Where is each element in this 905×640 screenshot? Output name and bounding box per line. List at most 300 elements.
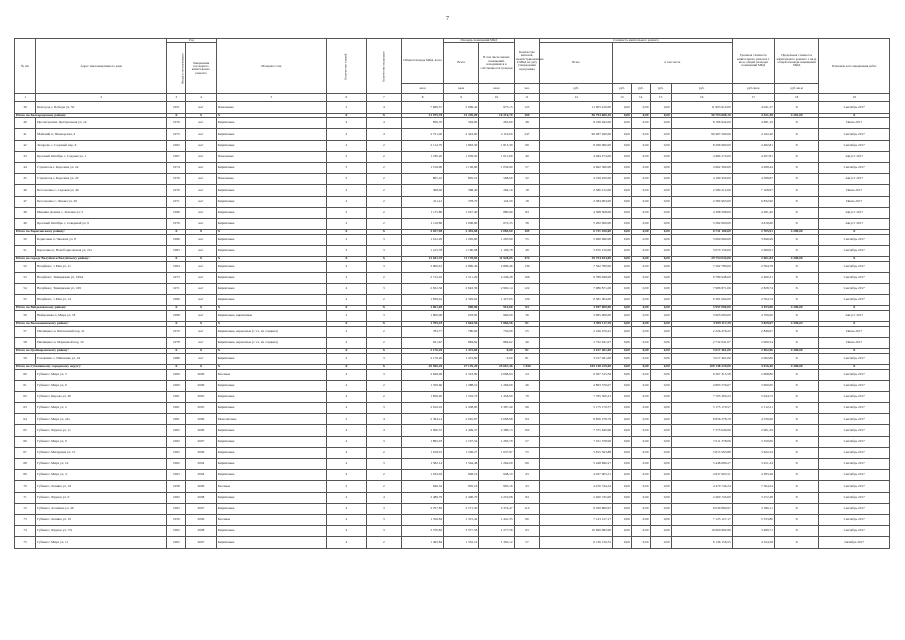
- cell: 4: [326, 425, 366, 436]
- cell: 29 754 034,00: [540, 257, 613, 262]
- cell: 2 580 212,00: [540, 185, 613, 196]
- cell: Кирпичные: [216, 162, 326, 173]
- cell: 7 011 378,06: [540, 436, 613, 447]
- cell: 3: [326, 245, 366, 256]
- cell: 1958: [167, 481, 186, 492]
- cell: 1966: [167, 234, 186, 245]
- column-number: 7: [366, 94, 401, 102]
- cell: 0,00: [613, 196, 632, 207]
- cell: 25 667,46: [479, 364, 514, 369]
- address-cell: Губкин г, Мира ул, 4: [36, 470, 167, 481]
- cell: 378,70: [444, 196, 479, 207]
- header-premises-resident: В том числе жилых помещений, находящихся в собственности граждан: [479, 43, 514, 84]
- table-row: [15, 140, 890, 151]
- cell: Сентябрь 2017: [819, 403, 890, 414]
- cell: 1 856,40: [401, 391, 443, 402]
- cell: 1 415,78: [401, 245, 443, 256]
- cell: 5 044,72: [732, 391, 774, 402]
- cell: Х: [366, 306, 401, 311]
- cell: 12 041,70: [401, 257, 443, 262]
- cell: Х: [216, 306, 326, 311]
- cell: 7 562 780,00: [540, 261, 613, 272]
- cell: 81: [514, 349, 540, 354]
- cell: 1 115,80: [401, 207, 443, 218]
- cell: 0,00: [613, 349, 632, 354]
- address-cell: Губкин г, Агошина ул, 46: [36, 503, 167, 514]
- column-number: 6: [326, 94, 366, 102]
- header-cost-total: Всего: [540, 43, 613, 84]
- cell: 68: [15, 459, 36, 470]
- table-row: [15, 537, 890, 548]
- cell: 40: [514, 337, 540, 348]
- cell: 3: [366, 261, 401, 272]
- cell: 4: [326, 526, 366, 537]
- cell: 7 669,57: [401, 102, 443, 113]
- cell: Сентябрь 2017: [819, 481, 890, 492]
- cell: 3 017 461,00: [540, 349, 613, 354]
- cell: нет: [186, 151, 216, 162]
- cell: 1962: [167, 492, 186, 503]
- cell: 0,00: [613, 403, 632, 414]
- cell: 2006: [186, 380, 216, 391]
- cell: Х: [774, 380, 819, 391]
- cell: Х: [216, 113, 326, 118]
- cell: 109 148 229,00: [540, 364, 613, 369]
- address-cell: Бессоновка с, Садовая ул, 40: [36, 185, 167, 196]
- cell: 3 017 461,00: [540, 353, 613, 364]
- cell: 4 959 117,29: [540, 322, 613, 327]
- cell: Х: [774, 151, 819, 162]
- cell: Х: [366, 230, 401, 235]
- cell: Х: [774, 492, 819, 503]
- table-row: [15, 185, 890, 196]
- cell: 3 957 000,00: [671, 306, 732, 311]
- cell: 0,00: [650, 230, 671, 235]
- cell: Кирпичные: [216, 391, 326, 402]
- table-row: [15, 245, 890, 256]
- cell: 0,00: [631, 113, 650, 118]
- cell: 2 246,28: [479, 272, 514, 283]
- cell: 5 282 000,00: [671, 218, 732, 229]
- cell: 5 175 170,57: [671, 403, 732, 414]
- cell: 4 280,00: [774, 364, 819, 369]
- cell: 1960: [167, 380, 186, 391]
- cell: 6 731 100,00: [671, 230, 732, 235]
- cell: 3 272,48: [732, 492, 774, 503]
- cell: 0,00: [613, 364, 632, 369]
- cell: 1 288,10: [444, 380, 479, 391]
- cell: 2 000,37: [401, 425, 443, 436]
- cell: Сентябрь 2017: [819, 391, 890, 402]
- address-cell: Красный Октябрь с, Северный ул, 9: [36, 218, 167, 229]
- address-cell: Пятницкое п, Маршевой пер, 19: [36, 337, 167, 348]
- table-row: [15, 174, 890, 185]
- cell: 2: [366, 174, 401, 185]
- cell: 74: [15, 526, 36, 537]
- cell: 43: [514, 481, 540, 492]
- cell: Сентябрь 2017: [819, 526, 890, 537]
- address-cell: Губкин г, Фрунзе ул, 11: [36, 425, 167, 436]
- table-row: [15, 470, 890, 481]
- cell: 1 356,60: [401, 380, 443, 391]
- header-address: Адрес многоквартирного дома: [36, 39, 167, 94]
- cell: 8 856 278,79: [671, 414, 732, 425]
- cell: 0,00: [650, 118, 671, 129]
- table-row: [15, 337, 890, 348]
- cell: Сентябрь 2017: [819, 380, 890, 391]
- cell: 2: [366, 162, 401, 173]
- cell: 908,80: [444, 306, 479, 311]
- address-cell: Губкин г, Мира ул, 9: [36, 436, 167, 447]
- cell: 11 178,83: [444, 257, 479, 262]
- cell: Кирпичные: [216, 272, 326, 283]
- cell: Х: [774, 272, 819, 283]
- cell: 0,00: [650, 414, 671, 425]
- column-number: 4: [186, 94, 216, 102]
- cell: 29 754 034,00: [671, 257, 732, 262]
- cell: Х: [216, 322, 326, 327]
- cell: 1 863,30: [444, 140, 479, 151]
- cell: 3 670 150,00: [671, 245, 732, 256]
- cell: 0,00: [650, 129, 671, 140]
- cell: 5 060 990,00: [540, 234, 613, 245]
- cell: 0,00: [631, 526, 650, 537]
- cell: 2: [366, 207, 401, 218]
- cell: Август 2017: [819, 218, 890, 229]
- address-cell: Строитель г, Королева ул, 20: [36, 174, 167, 185]
- cell: 2: [326, 337, 366, 348]
- unit: руб.: [650, 83, 671, 93]
- cell: 55: [514, 234, 540, 245]
- column-number: 5: [216, 94, 326, 102]
- cell: нет: [186, 196, 216, 207]
- cell: 2 409,37: [444, 425, 479, 436]
- cell: 0,00: [631, 503, 650, 514]
- table-row: [15, 272, 890, 283]
- table-row: [15, 284, 890, 295]
- cell: Х: [366, 113, 401, 118]
- cell: 0,00: [613, 322, 632, 327]
- cell: 3: [366, 353, 401, 364]
- cell: 0,00: [631, 207, 650, 218]
- cell: 368,40: [401, 185, 443, 196]
- cell: Х: [774, 414, 819, 425]
- cell: Кирпичные: [216, 526, 326, 537]
- cell: 0,00: [631, 129, 650, 140]
- cell: 2 098,94: [479, 369, 514, 380]
- cell: 0,00: [613, 447, 632, 458]
- cell: нет: [186, 218, 216, 229]
- cell: 0,00: [631, 353, 650, 364]
- cell: 0,00: [650, 140, 671, 151]
- cell: 2 806,46: [444, 261, 479, 272]
- cell: 3 622,24: [732, 447, 774, 458]
- cell: 411,41: [401, 196, 443, 207]
- table-row: [15, 391, 890, 402]
- cell: 750,00: [479, 326, 514, 337]
- cell: 0,00: [650, 295, 671, 306]
- column-number: 18: [774, 94, 819, 102]
- cell: 598,00: [479, 174, 514, 185]
- cell: 946,32: [401, 481, 443, 492]
- cell: 1 495,84: [401, 537, 443, 548]
- column-number: 11: [514, 94, 540, 102]
- cell: Кирпичные: [216, 261, 326, 272]
- unit: руб.: [613, 83, 632, 93]
- cell: 1974: [167, 162, 186, 173]
- cell: 2 712,10: [401, 272, 443, 283]
- cell: 4 199 450,00: [671, 174, 732, 185]
- cell: 65: [15, 425, 36, 436]
- cell: 4 162,40: [732, 129, 774, 140]
- cell: 58: [15, 337, 36, 348]
- cell: Х: [326, 230, 366, 235]
- cell: 1 564,48: [444, 459, 479, 470]
- cell: Кирпичные: [216, 380, 326, 391]
- cell: 5 448 690,27: [671, 459, 732, 470]
- cell: Х: [326, 113, 366, 118]
- cell: 105: [514, 230, 540, 235]
- cell: Кирпичные: [216, 492, 326, 503]
- cell: Сентябрь 2017: [819, 295, 890, 306]
- cell: 4: [326, 492, 366, 503]
- cell: 50 793 600,10: [540, 113, 613, 118]
- cell: 7 562 780,00: [671, 261, 732, 272]
- cell: 1962: [167, 447, 186, 458]
- cell: Х: [366, 364, 401, 369]
- cell: 0,00: [650, 322, 671, 327]
- cell: 4: [326, 295, 366, 306]
- address-cell: Красный Октябрь с, Садовая ул, 1: [36, 151, 167, 162]
- cell: 0,00: [631, 306, 650, 311]
- cell: 0,00: [631, 257, 650, 262]
- address-cell: Губкин г, Кирова ул, 36: [36, 391, 167, 402]
- cell: 0,00: [613, 230, 632, 235]
- cell: 69: [514, 459, 540, 470]
- cell: 81: [514, 322, 540, 327]
- cell: 84: [514, 306, 540, 311]
- cell: 106: [514, 272, 540, 283]
- cell: 884,62: [479, 337, 514, 348]
- cell: 3: [366, 245, 401, 256]
- cell: 2006: [186, 481, 216, 492]
- cell: 1 156,90: [401, 162, 443, 173]
- cell: 2 652,36: [401, 284, 443, 295]
- cell: 0,00: [613, 459, 632, 470]
- cell: 0,00: [631, 295, 650, 306]
- cell: 3 350,06: [732, 436, 774, 447]
- cell: Кирпичные: [216, 503, 326, 514]
- cell: 1 618,01: [401, 447, 443, 458]
- cell: 1 027,40: [444, 207, 479, 218]
- cell: 124,50: [479, 196, 514, 207]
- cell: 4 893 576,07: [671, 380, 732, 391]
- cell: 61: [15, 380, 36, 391]
- cell: 2: [326, 129, 366, 140]
- cell: 0,00: [631, 514, 650, 525]
- cell: 5 448 690,27: [540, 459, 613, 470]
- cell: 0,00: [650, 113, 671, 118]
- cell: 948,10: [444, 470, 479, 481]
- cell: 57: [514, 436, 540, 447]
- cell: 4 324,58: [732, 537, 774, 548]
- cell: Х: [167, 257, 186, 262]
- cell: 68: [514, 403, 540, 414]
- cell: 99: [514, 140, 540, 151]
- cell: 7 011 378,06: [671, 436, 732, 447]
- cell: 2 329,62: [444, 295, 479, 306]
- cell: 2: [366, 337, 401, 348]
- cell: 4 041,27: [732, 102, 774, 113]
- cell: 1 865,03: [401, 436, 443, 447]
- cell: 1998: [167, 310, 186, 321]
- cell: 948,10: [479, 470, 514, 481]
- cell: 1 356,82: [401, 514, 443, 525]
- cell: Х: [216, 364, 326, 369]
- table-row: [15, 234, 890, 245]
- cell: 2008: [186, 526, 216, 537]
- cell: Х: [774, 353, 819, 364]
- cell: 7 986 871,00: [671, 284, 732, 295]
- cell: нет: [186, 295, 216, 306]
- address-cell: Головчино с, Шевченко ул, 24: [36, 353, 167, 364]
- cell: нет: [186, 207, 216, 218]
- cell: 59: [15, 353, 36, 364]
- cell: Сентябрь 2017: [819, 447, 890, 458]
- cell: Панельные: [216, 151, 326, 162]
- header-unit-cost: Удельная стоимость капитального ремонта 1 кв.м. общей площади помещений МКД: [732, 39, 774, 84]
- cell: Сентябрь 2017: [819, 140, 890, 151]
- cell: 0,00: [631, 537, 650, 548]
- cell: Кирпичные: [216, 185, 326, 196]
- table-row: [15, 459, 890, 470]
- cell: 1 352,12: [444, 537, 479, 548]
- cell: 2 008,98: [479, 414, 514, 425]
- address-cell: Белгород г, Победы ул, 50: [36, 102, 167, 113]
- cell: 11 928,05: [479, 257, 514, 262]
- table-row: [15, 514, 890, 525]
- cell: 4 280,00: [774, 257, 819, 262]
- address-cell: Нижняя Долина с, Зеленая ул, 5: [36, 207, 167, 218]
- cell: 2 062,66: [732, 353, 774, 364]
- cell: 0,00: [613, 162, 632, 173]
- cell: 1 190,08: [444, 245, 479, 256]
- cell: 2 619,10: [401, 403, 443, 414]
- cell: 0,00: [613, 514, 632, 525]
- cell: 0,00: [631, 326, 650, 337]
- cell: 0,00: [631, 470, 650, 481]
- cell: 910,00: [479, 306, 514, 311]
- cell: 5: [326, 481, 366, 492]
- cell: 0,00: [650, 151, 671, 162]
- cell: Сентябрь 2017: [819, 129, 890, 140]
- cell: 4 508,87: [732, 174, 774, 185]
- cell: 69: [15, 470, 36, 481]
- cell: нет: [186, 102, 216, 113]
- cell: 0,00: [650, 364, 671, 369]
- unit: руб./кв.м: [732, 83, 774, 93]
- cell: 0,00: [631, 162, 650, 173]
- cell: 2005: [186, 403, 216, 414]
- cell: 8 296 990,00: [540, 140, 613, 151]
- cell: Кирпичные: [216, 459, 326, 470]
- cell: 1 059,90: [479, 162, 514, 173]
- cell: 0,00: [613, 470, 632, 481]
- cell: нет: [186, 337, 216, 348]
- cell: Х: [774, 470, 819, 481]
- cell: 0,00: [613, 140, 632, 151]
- cell: 0,00: [613, 207, 632, 218]
- cell: 0,00: [613, 118, 632, 129]
- cell: 2 699,91: [732, 245, 774, 256]
- cell: 4 281,40: [732, 207, 774, 218]
- cell: 1 813,30: [479, 140, 514, 151]
- cell: 2: [326, 353, 366, 364]
- cell: 5: [326, 162, 366, 173]
- cell: 0,00: [613, 425, 632, 436]
- cell: 2 384 903,00: [671, 196, 732, 207]
- cell: 3: [366, 234, 401, 245]
- table-row: [15, 102, 890, 113]
- cell: Сентябрь 2017: [819, 353, 890, 364]
- cell: Сентябрь 2017: [819, 470, 890, 481]
- cell: 960,00: [479, 310, 514, 321]
- cell: 2: [366, 470, 401, 481]
- cell: 5: [326, 207, 366, 218]
- cell: 2 906,61: [401, 261, 443, 272]
- cell: 1 001,00: [401, 306, 443, 311]
- cell: 4 289,44: [732, 162, 774, 173]
- header-cost-incl: в том числе: [613, 43, 733, 84]
- cell: 1 009,00: [401, 310, 443, 321]
- cell: 1976: [167, 174, 186, 185]
- cell: 75: [15, 537, 36, 548]
- cell: 2: [366, 140, 401, 151]
- cell: Сентябрь 2017: [819, 272, 890, 283]
- cell: 0,00: [631, 245, 650, 256]
- cell: 2 460,31: [732, 272, 774, 283]
- cell: 0,00: [613, 295, 632, 306]
- cell: 2 580 212,00: [671, 185, 732, 196]
- cell: Кирпичные: [216, 295, 326, 306]
- cell: 2 828,74: [732, 284, 774, 295]
- cell: 2007: [186, 537, 216, 548]
- cell: 5: [326, 174, 366, 185]
- cell: Х: [326, 257, 366, 262]
- header-deadline: Плановая дата завершения работ: [819, 39, 890, 94]
- address-cell: Губкин г, Мира ул, 2: [36, 403, 167, 414]
- cell: 0,00: [650, 380, 671, 391]
- cell: Х: [186, 349, 216, 354]
- cell: 0,00: [650, 514, 671, 525]
- cell: 10 216,70: [479, 113, 514, 118]
- cell: 4 962 360,00: [671, 162, 732, 173]
- cell: 46: [514, 380, 540, 391]
- cell: Сентябрь 2017: [819, 414, 890, 425]
- cell: нет: [186, 174, 216, 185]
- cell: 2006: [186, 514, 216, 525]
- cell: 114: [514, 503, 540, 514]
- cell: 9 039 860,97: [671, 503, 732, 514]
- address-cell: Пятницкое п, Шаховский пер, 21: [36, 326, 167, 337]
- cell: 6 136 156,55: [540, 537, 613, 548]
- cell: 18: [514, 185, 540, 196]
- cell: 4 470 744,24: [540, 481, 613, 492]
- cell: 0,00: [631, 234, 650, 245]
- page-number: 7: [446, 16, 449, 22]
- cell: 8 196 942,00: [540, 118, 613, 129]
- cell: 0,00: [613, 234, 632, 245]
